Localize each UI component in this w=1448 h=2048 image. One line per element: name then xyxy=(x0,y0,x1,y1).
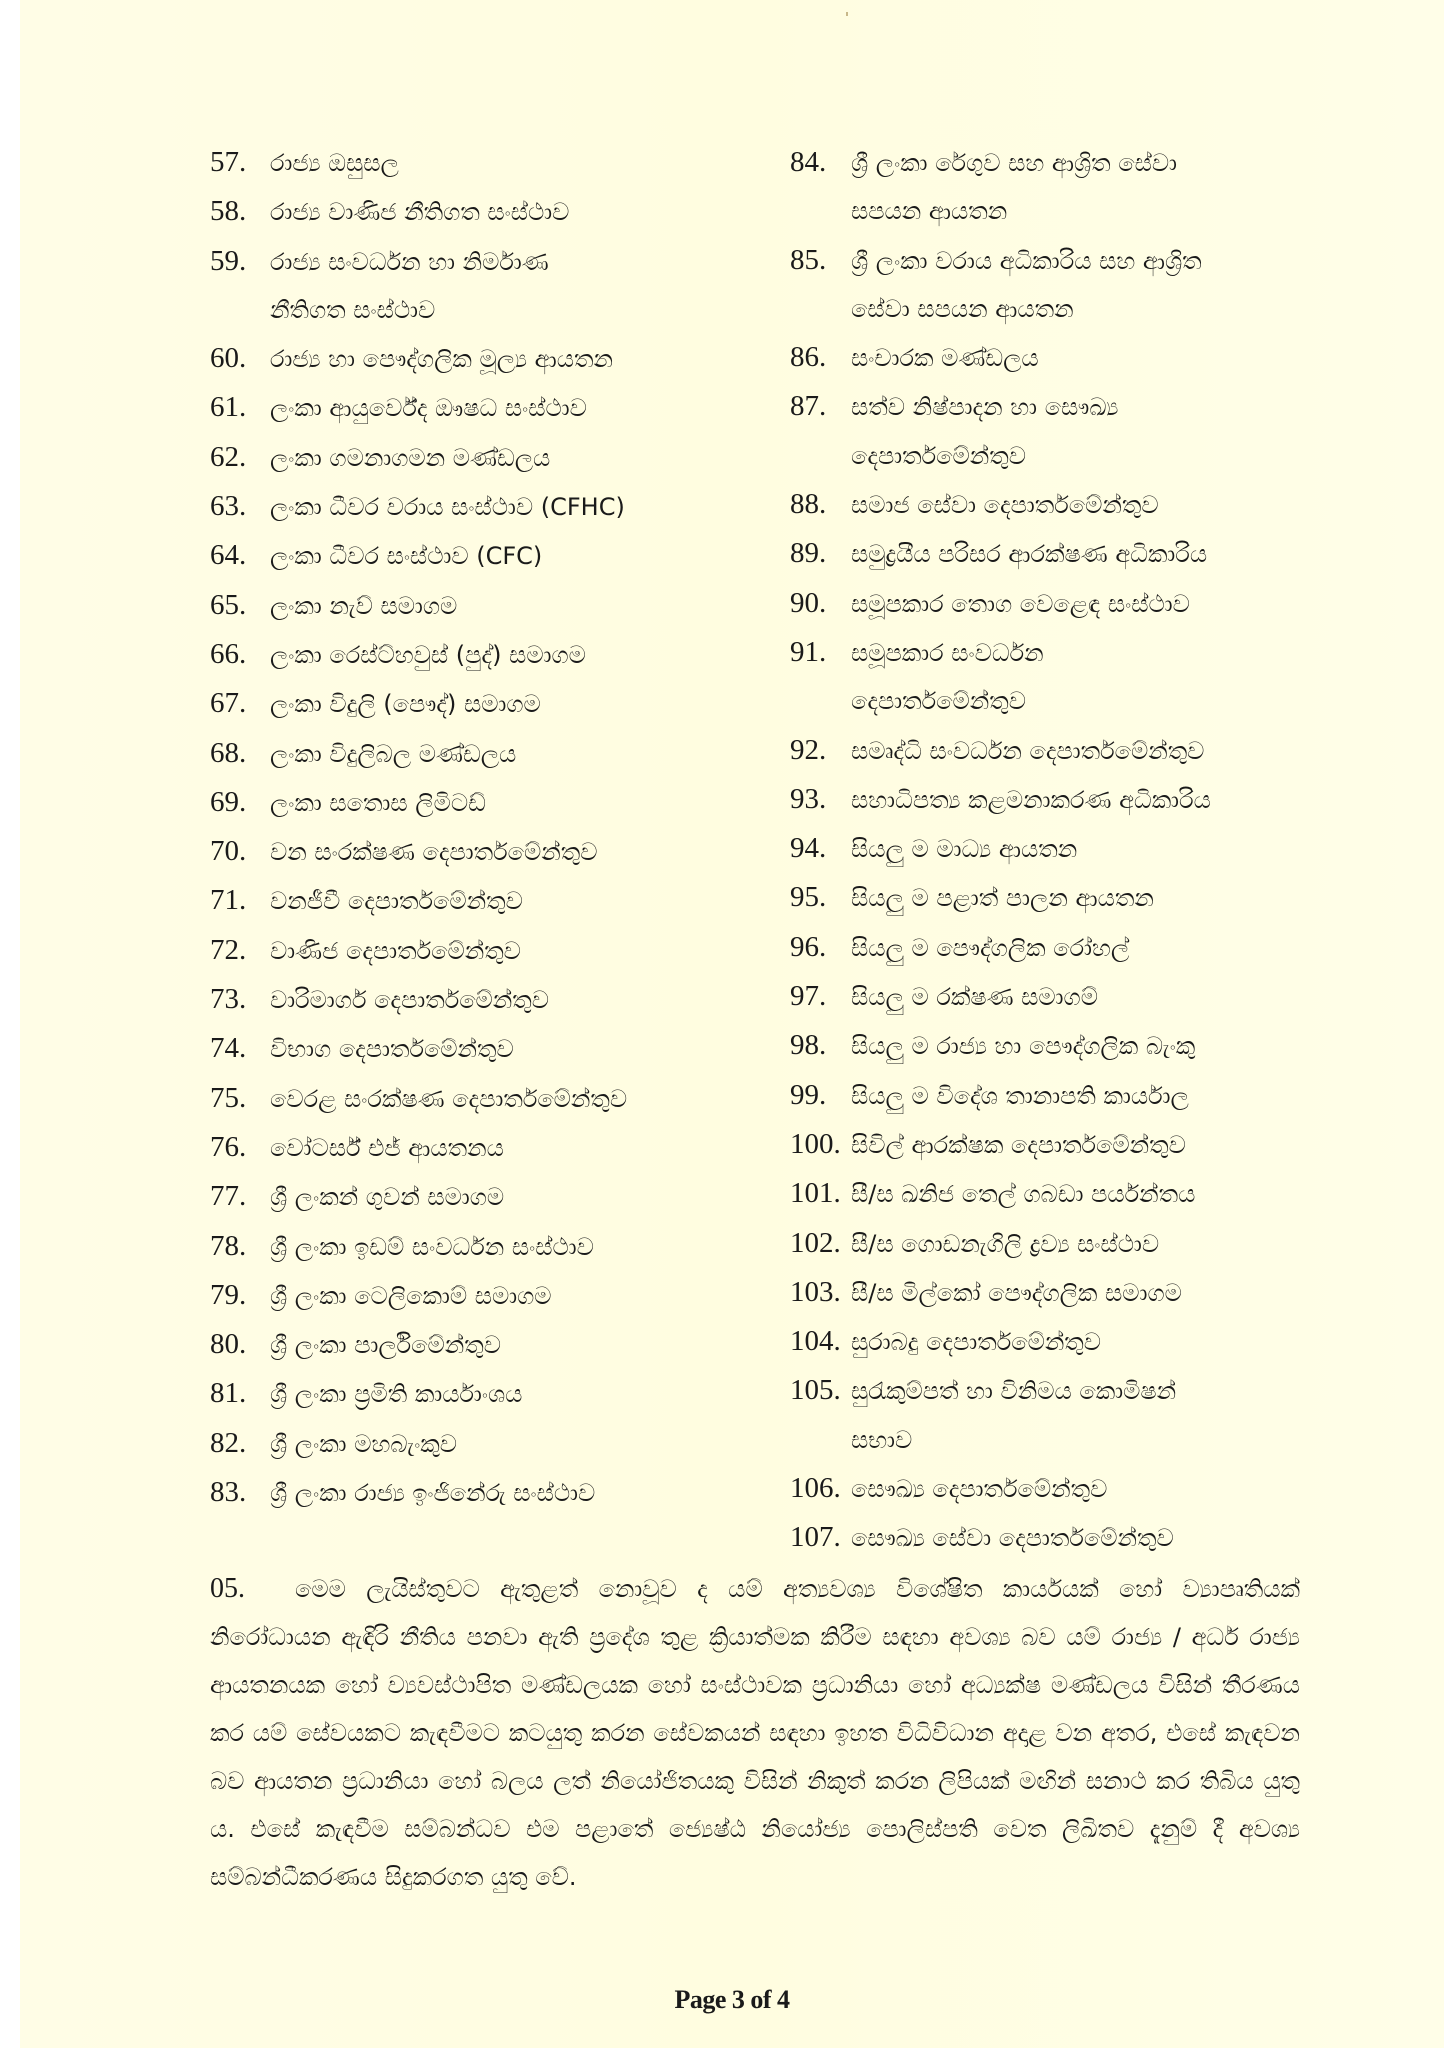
list-item-number: 95. xyxy=(790,881,827,914)
list-item xyxy=(210,581,770,630)
list-item xyxy=(790,1513,1350,1562)
list-item xyxy=(790,1317,1350,1366)
list-item-number: 78. xyxy=(210,1229,247,1262)
list-item-text: සමූපකාර තොග වෙළෙඳ සංස්ථාව xyxy=(851,589,1190,618)
list-item-text: නීතිගත සංස්ථාව xyxy=(270,295,436,324)
list-item-text: සුරැකුම්පත් හා විනිමය කොමිෂන් xyxy=(851,1377,1177,1406)
list-item xyxy=(210,1123,770,1172)
list-item xyxy=(210,778,770,827)
list-item xyxy=(790,1268,1350,1317)
list-item-continuation xyxy=(210,286,770,334)
list-item xyxy=(790,382,1350,431)
list-item-text: වාණිජ දෙපාර්තමේන්තුව xyxy=(270,936,521,965)
paragraph-text: මෙම ලැයිස්තුවට ඇතුළත් නොවූව ද යම් අත්‍යවශ්‍ය විශේෂිත කාර්යයක් හෝ ව්‍යාපෘතියක් නිරෝධායන ඇඳිරි නීතිය පනවා ඇති ප්‍රදේශ තුළ ක්‍රියාත්මක කිරීම සඳහා අවශ්‍ය බව යම් රාජ්‍ය / අර්ධ රාජ්‍ය ආයතනයක හෝ ව්‍යවස්ථාපිත මණ්ඩලයක හෝ සංස්ථාවක ප්‍රධානියා හෝ අධ්‍යක්ෂ මණ්ඩලය විසින් තීරණය කර යම් සේවයකට කැඳවීමට කටයුතු කරන සේවකයන් සඳහා ඉහත විධිවිධාන අදාළ වන අතර, එසේ කැඳවන බව ආයතන ප්‍රධානියා හෝ බලය ලත් නියෝජිතයකු විසින් නිකුත් කරන ලිපියක් මඟින් සනාථ කර තිබිය යුතු ය. එසේ කැඳවීම සම්බන්ධව එම පළාතේ ජ්‍යෙෂ්ඨ නියෝජ්‍ය පොලිස්පති වෙත ලිඛිතව දැනුම් දී අවශ්‍ය සම්බන්ධීකරණය සිදුකරගත යුතු වේ. xyxy=(210,1575,1300,1891)
list-item-number: 107. xyxy=(790,1521,841,1554)
list-item-text: දෙපාර්තමේන්තුව xyxy=(851,441,1026,470)
list-item-text: සෞඛ්‍ය සේවා දෙපාර්තමේන්තුව xyxy=(851,1524,1174,1553)
list-item-number: 72. xyxy=(210,933,247,966)
list-item-number: 89. xyxy=(790,537,827,570)
list-column-right xyxy=(790,138,1350,1563)
list-item-number: 103. xyxy=(790,1275,841,1308)
list-item-text: ශ්‍රී ලංකා ඉඩම් සංවර්ධන සංස්ථාව xyxy=(270,1232,594,1261)
list-item-text: ශ්‍රී ලංකා රාජ්‍ය ඉංජිනේරු සංස්ථාව xyxy=(270,1479,596,1508)
list-item xyxy=(210,1419,770,1468)
list-item xyxy=(210,1468,770,1517)
paragraph-number: 05. xyxy=(210,1573,245,1604)
list-item xyxy=(210,926,770,975)
list-item-text: සභාව xyxy=(851,1425,913,1454)
list-item xyxy=(790,1021,1350,1070)
list-item xyxy=(210,876,770,925)
list-item-number: 105. xyxy=(790,1374,841,1407)
list-item-number: 81. xyxy=(210,1377,247,1410)
list-item-text: වෝටර්ස් එජ් ආයතනය xyxy=(270,1133,504,1162)
list-item xyxy=(210,630,770,679)
list-item-text: ශ්‍රී ලංකා මහබැංකුව xyxy=(270,1429,458,1458)
list-item xyxy=(210,1172,770,1221)
list-item-number: 93. xyxy=(790,782,827,815)
list-item-continuation xyxy=(790,432,1350,480)
list-item-text: සියලු ම පළාත් පාලන ආයතන xyxy=(851,884,1154,913)
list-item xyxy=(210,1320,770,1369)
list-item-text: ශ්‍රී ලංකා රේගුව සහ ආශ්‍රිත සේවා xyxy=(851,149,1178,177)
list-item-number: 73. xyxy=(210,983,247,1016)
list-item xyxy=(210,334,770,383)
list-item-text: දෙපාර්තමේන්තුව xyxy=(851,687,1026,716)
list-item xyxy=(210,1074,770,1123)
list-item xyxy=(790,972,1350,1021)
list-item-number: 106. xyxy=(790,1472,841,1505)
list-item-number: 71. xyxy=(210,884,247,917)
list-item-text: සමාජ සේවා දෙපාර්තමේන්තුව xyxy=(851,491,1159,520)
list-item xyxy=(790,1366,1350,1415)
list-item xyxy=(210,729,770,778)
list-item-number: 79. xyxy=(210,1278,247,1311)
list-item-text: වාරිමාර්ග දෙපාර්තමේන්තුව xyxy=(270,986,550,1015)
list-item xyxy=(210,187,770,236)
paragraph-05 xyxy=(210,1565,1300,1901)
page-number: Page 3 of 4 xyxy=(674,1985,790,2014)
list-item xyxy=(210,433,770,482)
list-item xyxy=(790,1464,1350,1513)
list-item-text: වන සංරක්ෂණ දෙපාර්තමේන්තුව xyxy=(270,838,598,867)
list-item-number: 68. xyxy=(210,736,247,769)
list-item-number: 97. xyxy=(790,980,827,1013)
list-item-text: සේවා සපයන ආයතන xyxy=(851,294,1074,323)
list-item-text: සුරාබදු දෙපාර්තමේන්තුව xyxy=(851,1328,1102,1357)
list-item-text: සත්ව නිෂ්පාදන හා සෞඛ්‍ය xyxy=(851,393,1119,422)
list-item xyxy=(210,383,770,432)
list-item-text: සමෘද්ධි සංවර්ධන දෙපාර්තමේන්තුව xyxy=(851,736,1205,765)
list-item xyxy=(790,873,1350,922)
list-item-text: සී/ස මිල්කෝ පෞද්ගලික සමාගම xyxy=(851,1278,1182,1307)
list-item xyxy=(210,827,770,876)
list-item-text: ලංකා ධීවර සංස්ථාව (CFC) xyxy=(270,542,543,571)
list-item-number: 90. xyxy=(790,586,827,619)
list-item xyxy=(790,628,1350,677)
list-item xyxy=(790,529,1350,578)
list-item-text: සියලු ම විදේශ තානාපති කාර්යාල xyxy=(851,1081,1189,1110)
list-item-continuation xyxy=(790,1416,1350,1464)
list-item-number: 82. xyxy=(210,1426,247,1459)
list-item-text: රාජ්‍ය ඔසුසල xyxy=(270,149,399,177)
list-item xyxy=(210,1024,770,1073)
list-item-number: 69. xyxy=(210,785,247,818)
list-item-text: සපයන ආයතන xyxy=(851,197,1008,226)
list-item-number: 59. xyxy=(210,244,247,277)
list-item-number: 88. xyxy=(790,488,827,521)
list-item xyxy=(210,482,770,531)
list-item-text: සමුද්‍රයීය පරිසර ආරක්ෂණ අධිකාරිය xyxy=(851,540,1208,569)
list-item-continuation xyxy=(790,677,1350,725)
list-item-text: සී/ස ඛනිජ තෙල් ගබඩා පර්යන්තය xyxy=(851,1180,1196,1209)
list-item xyxy=(790,923,1350,972)
list-item-number: 98. xyxy=(790,1029,827,1062)
list-item-text: සහාධිපත්‍ය කළමනාකරණ අධිකාරිය xyxy=(851,785,1211,814)
list-item xyxy=(210,1222,770,1271)
list-item-text: ශ්‍රී ලංකා ටෙලිකොම් සමාගම xyxy=(270,1281,552,1310)
list-item xyxy=(210,237,770,286)
list-item-text: ලංකා විදුලි (පෞද්) සමාගම xyxy=(270,690,541,719)
scan-artifact xyxy=(846,12,848,16)
list-item-text: වෙරළ සංරක්ෂණ දෙපාර්තමේන්තුව xyxy=(270,1084,628,1113)
list-item-text: ලංකා නැව් සමාගම xyxy=(270,591,458,620)
list-item xyxy=(790,236,1350,285)
list-item-text: ශ්‍රී ලංකා පාර්ලිමේන්තුව xyxy=(270,1331,501,1360)
list-item-number: 63. xyxy=(210,490,247,523)
list-item-text: ලංකා රෙස්ට්හවුස් (පුද්) සමාගම xyxy=(270,640,586,669)
list-item-number: 61. xyxy=(210,391,247,424)
list-item-number: 65. xyxy=(210,588,247,621)
list-item-number: 104. xyxy=(790,1325,841,1358)
list-item-text: සියලු ම රාජ්‍ය හා පෞද්ගලික බැංකු xyxy=(851,1032,1196,1061)
list-item-continuation xyxy=(790,285,1350,333)
list-item-text: සමූපකාර සංවර්ධන xyxy=(851,638,1044,667)
list-item-number: 99. xyxy=(790,1078,827,1111)
list-item-number: 62. xyxy=(210,440,247,473)
list-item-number: 75. xyxy=(210,1081,247,1114)
list-item-text: සියලු ම රක්ෂණ සමාගම් xyxy=(851,983,1098,1012)
list-item-text: ශ්‍රී ලංකන් ගුවන් සමාගම xyxy=(270,1183,505,1212)
list-item-text: සංචාරක මණ්ඩලය xyxy=(851,344,1039,373)
list-item-number: 83. xyxy=(210,1476,247,1509)
list-item xyxy=(210,975,770,1024)
list-item-text: වනජීවී දෙපාර්තමේන්තුව xyxy=(270,887,523,916)
list-item xyxy=(790,579,1350,628)
list-item-number: 76. xyxy=(210,1130,247,1163)
list-item xyxy=(790,138,1350,187)
list-item xyxy=(790,1071,1350,1120)
list-item-number: 66. xyxy=(210,637,247,670)
list-item xyxy=(790,775,1350,824)
list-item-text: සී/ස ගොඩනැගිලි ද්‍රව්‍ය සංස්ථාව xyxy=(851,1229,1160,1258)
list-item-number: 60. xyxy=(210,342,247,375)
list-item-number: 77. xyxy=(210,1180,247,1213)
list-item-text: විභාග දෙපාර්තමේන්තුව xyxy=(270,1035,514,1064)
list-item xyxy=(210,1271,770,1320)
list-item-number: 86. xyxy=(790,341,827,374)
list-item-text: රාජ්‍ය සංවර්ධන හා නිර්මාණ xyxy=(270,247,549,276)
list-item xyxy=(210,531,770,580)
list-item-number: 102. xyxy=(790,1226,841,1259)
list-item-text: රාජ්‍ය හා පෞද්ගලික මූල්‍ය ආයතන xyxy=(270,345,613,374)
list-column-left xyxy=(210,138,770,1517)
list-item xyxy=(790,1169,1350,1218)
list-item-number: 80. xyxy=(210,1328,247,1361)
list-item xyxy=(210,679,770,728)
list-item xyxy=(790,726,1350,775)
list-item-text: ශ්‍රී ලංකා ප්‍රමිති කාර්යාංශය xyxy=(270,1380,523,1409)
list-item-number: 87. xyxy=(790,390,827,423)
list-item-number: 85. xyxy=(790,243,827,276)
list-item xyxy=(210,138,770,187)
list-item-number: 74. xyxy=(210,1032,247,1065)
list-item-text: සියලු ම මාධ්‍ය ආයතන xyxy=(851,835,1078,864)
list-item-number: 58. xyxy=(210,195,247,228)
list-item-text: සියලු ම පෞද්ගලික රෝහල් xyxy=(851,933,1130,962)
list-item xyxy=(210,1369,770,1418)
list-item-text: ශ්‍රී ලංකා වරාය අධිකාරිය සහ ආශ්‍රිත xyxy=(851,246,1202,275)
list-item-number: 84. xyxy=(790,146,827,178)
list-item-number: 100. xyxy=(790,1127,841,1160)
list-item-text: ලංකා සතොස ලිමිටඩ් xyxy=(270,788,486,817)
list-item xyxy=(790,1120,1350,1169)
list-item-number: 92. xyxy=(790,733,827,766)
list-item-text: ලංකා ආයුර්වේද ඖෂධ සංස්ථාව xyxy=(270,394,587,423)
list-item-number: 70. xyxy=(210,835,247,868)
list-item-continuation xyxy=(790,187,1350,235)
list-item-number: 64. xyxy=(210,539,247,572)
document-page xyxy=(20,0,1444,2048)
list-item-text: සිවිල් ආරක්ෂක දෙපාර්තමේන්තුව xyxy=(851,1130,1186,1159)
list-item xyxy=(790,480,1350,529)
list-item-text: ලංකා විදුලිබල මණ්ඩලය xyxy=(270,739,517,768)
list-item-text: සෞඛ්‍ය දෙපාර්තමේන්තුව xyxy=(851,1475,1108,1504)
list-item-number: 91. xyxy=(790,635,827,668)
list-item-text: රාජ්‍ය වාණිජ නීතිගත සංස්ථාව xyxy=(270,198,570,227)
list-item xyxy=(790,824,1350,873)
list-item-text: ලංකා ගමනාගමන මණ්ඩලය xyxy=(270,443,551,472)
list-item-number: 101. xyxy=(790,1177,841,1210)
list-item-number: 94. xyxy=(790,832,827,865)
list-item xyxy=(790,333,1350,382)
list-item-number: 57. xyxy=(210,146,247,178)
list-item xyxy=(790,1219,1350,1268)
list-item-text: ලංකා ධීවර වරාය සංස්ථාව (CFHC) xyxy=(270,493,625,522)
list-item-number: 96. xyxy=(790,930,827,963)
list-item-number: 67. xyxy=(210,687,247,720)
